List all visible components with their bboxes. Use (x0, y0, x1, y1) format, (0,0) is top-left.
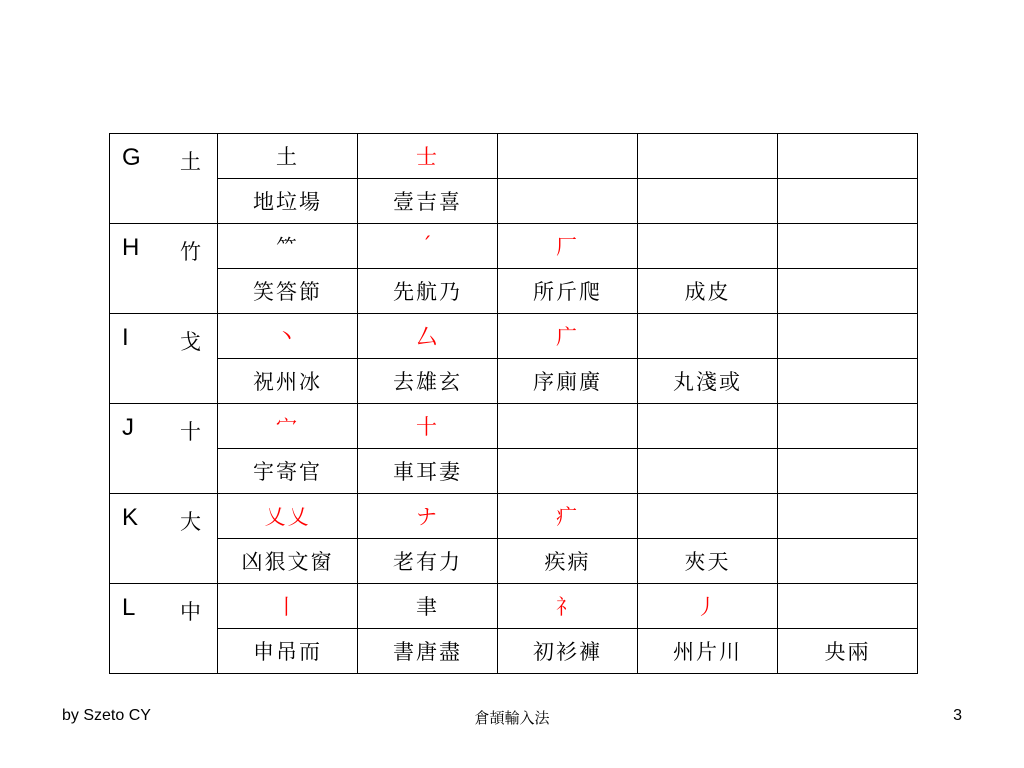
component-cell (638, 314, 778, 359)
key-letter: G (122, 144, 141, 171)
table-row-examples (110, 179, 918, 224)
example-cell: 疾病 (498, 539, 638, 584)
key-cell (110, 134, 218, 224)
example-cell: 老有力 (358, 539, 498, 584)
component-cell (778, 494, 918, 539)
key-radical: 中 (180, 600, 201, 624)
component-glyph: 宀 (276, 415, 299, 439)
example-cell (778, 179, 918, 224)
key-radical: 戈 (180, 330, 201, 354)
table-row-examples (110, 539, 918, 584)
component-cell (778, 584, 918, 629)
component-cell (638, 404, 778, 449)
component-cell (358, 314, 498, 359)
table-row-components (110, 134, 918, 179)
component-glyph: 疒 (556, 505, 579, 529)
component-cell (218, 314, 358, 359)
component-cell (218, 134, 358, 179)
key-cell (110, 314, 218, 404)
table-row-examples (110, 359, 918, 404)
example-cell: 去雄玄 (358, 359, 498, 404)
key-radical: 竹 (180, 240, 201, 264)
example-cell: 祝州冰 (218, 359, 358, 404)
component-cell (358, 224, 498, 269)
key-cell (110, 494, 218, 584)
key-letter: J (122, 414, 134, 441)
component-glyph: ナ (416, 505, 439, 529)
component-glyph: 丨 (276, 595, 299, 619)
table-row-examples (110, 269, 918, 314)
table-row-examples (110, 449, 918, 494)
table-row-components (110, 584, 918, 629)
example-cell (498, 449, 638, 494)
key-cell (110, 224, 218, 314)
example-cell: 丸淺或 (638, 359, 778, 404)
component-glyph: 厶 (416, 325, 439, 349)
example-cell: 州片川 (638, 629, 778, 674)
component-cell (498, 584, 638, 629)
component-cell (498, 494, 638, 539)
component-cell (218, 494, 358, 539)
component-glyph: 广 (556, 325, 579, 349)
component-cell (778, 224, 918, 269)
component-cell (638, 494, 778, 539)
component-cell (498, 404, 638, 449)
component-cell (638, 584, 778, 629)
example-cell (778, 269, 918, 314)
example-cell: 車耳妻 (358, 449, 498, 494)
key-radical: 十 (180, 420, 201, 444)
example-cell (778, 359, 918, 404)
component-cell (218, 404, 358, 449)
component-glyph: 士 (416, 145, 439, 169)
component-cell (498, 314, 638, 359)
example-cell: 所斤爬 (498, 269, 638, 314)
component-cell (778, 134, 918, 179)
example-cell: 地垃場 (218, 179, 358, 224)
key-letter: L (122, 594, 136, 621)
footer-author: by Szeto CY (62, 707, 151, 724)
component-glyph: 聿 (416, 595, 439, 619)
example-cell: 申吊而 (218, 629, 358, 674)
example-cell: 壹吉喜 (358, 179, 498, 224)
example-cell (638, 449, 778, 494)
component-cell (778, 404, 918, 449)
table-row-components (110, 494, 918, 539)
key-radical: 土 (180, 150, 201, 174)
key-letter: K (122, 504, 139, 531)
component-cell (498, 134, 638, 179)
table-row-examples (110, 629, 918, 674)
component-glyph: 土 (276, 145, 299, 169)
component-cell (218, 224, 358, 269)
table-row-components (110, 404, 918, 449)
component-cell (358, 494, 498, 539)
key-cell (110, 584, 218, 674)
example-cell: 宇寄官 (218, 449, 358, 494)
component-cell (358, 134, 498, 179)
component-glyph: ˊ (421, 234, 434, 258)
example-cell: 成皮 (638, 269, 778, 314)
component-cell (638, 134, 778, 179)
component-cell (358, 404, 498, 449)
example-cell: 笑答節 (218, 269, 358, 314)
component-cell (778, 314, 918, 359)
component-glyph: ⺮ (276, 235, 299, 259)
example-cell (778, 449, 918, 494)
example-cell: 央兩 (778, 629, 918, 674)
key-letter: I (122, 324, 129, 351)
key-cell (110, 404, 218, 494)
component-cell (218, 584, 358, 629)
example-cell (498, 179, 638, 224)
key-letter: H (122, 234, 140, 261)
example-cell: 先航乃 (358, 269, 498, 314)
component-glyph: 十 (416, 415, 439, 439)
key-radical: 大 (180, 510, 201, 534)
cangjie-key-table (109, 133, 918, 674)
component-glyph: 丶 (276, 325, 299, 349)
component-glyph: 礻 (556, 595, 579, 619)
component-cell (638, 224, 778, 269)
example-cell: 夾天 (638, 539, 778, 584)
table-row-components (110, 314, 918, 359)
example-cell: 序廁廣 (498, 359, 638, 404)
example-cell: 書唐盡 (358, 629, 498, 674)
component-cell (498, 224, 638, 269)
component-glyph: 丿 (696, 595, 719, 619)
example-cell: 初衫褲 (498, 629, 638, 674)
page-number: 3 (953, 707, 962, 724)
component-cell (358, 584, 498, 629)
table-row-components (110, 224, 918, 269)
component-glyph: 乂乂 (264, 505, 311, 529)
footer-title: 倉頡輸入法 (474, 709, 550, 727)
example-cell: 凶狠文窗 (218, 539, 358, 584)
example-cell (638, 179, 778, 224)
component-glyph: 厂 (556, 235, 579, 259)
example-cell (778, 539, 918, 584)
